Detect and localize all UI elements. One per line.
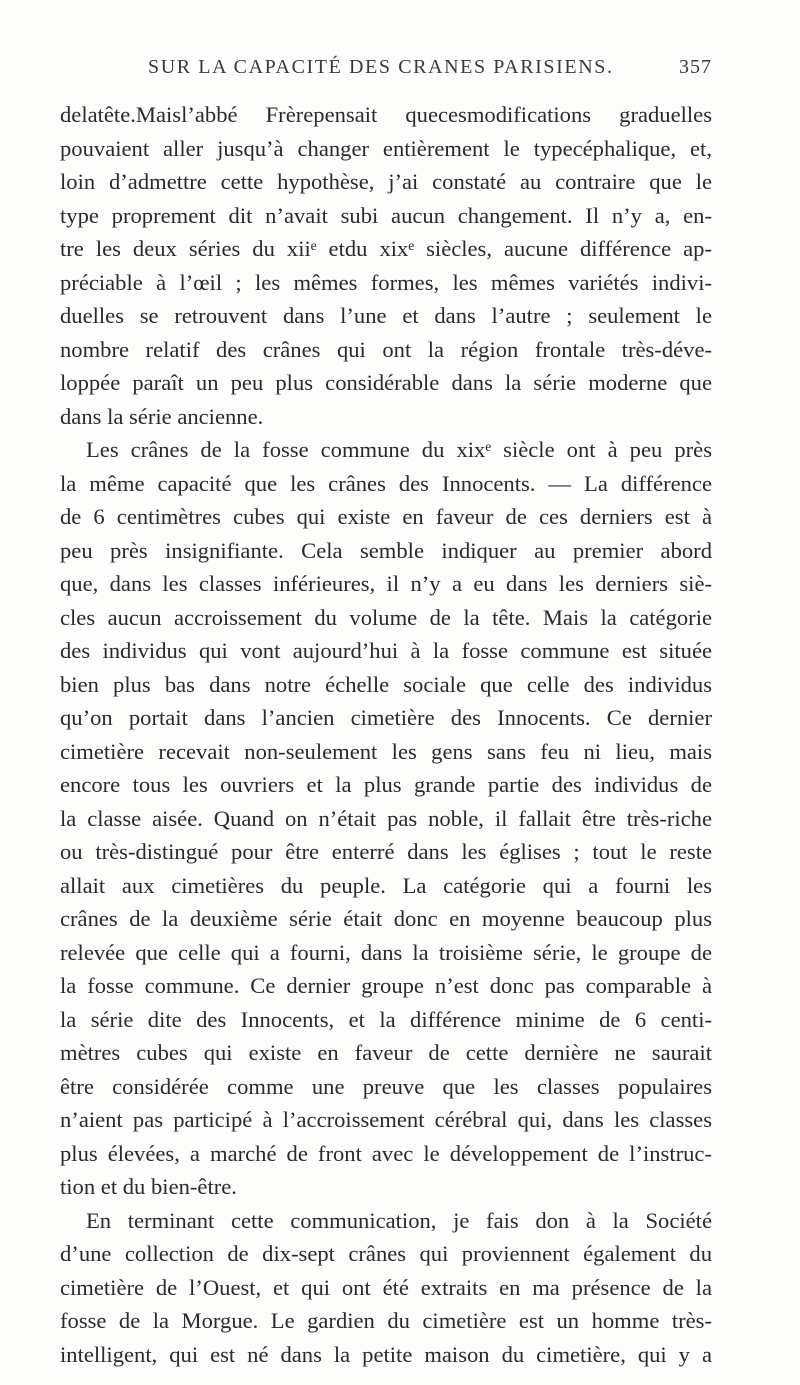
text-line: être considérée comme une preuve que les classes populaires <box>60 1073 712 1099</box>
text-line: des individus qui vont aujourd’hui à la fosse commune est située <box>60 638 712 663</box>
text-line: d’une collection de dix-sept crânes qui proviennent également du <box>60 1241 712 1266</box>
text-line: peu près insignifiante. Cela semble indiquer au premier abord <box>60 537 712 563</box>
text-line: tre les deux séries du xiiᵉ etdu xixᵉ siècles, aucune différence ap- <box>60 236 712 261</box>
text-line: cles aucun accroissement du volume de la tête. Mais la catégorie <box>60 604 712 630</box>
text-line: cimetière recevait non-seulement les gens sans feu ni lieu, mais <box>60 738 712 764</box>
text-line: ou très-distingué pour être enterré dans les églises ; tout le reste <box>60 839 712 864</box>
text-line: n’aient pas participé à l’accroissement cérébral qui, dans les classes <box>60 1107 712 1132</box>
text-line: cimetière de l’Ouest, et qui ont été extraits en ma présence de la <box>60 1274 712 1300</box>
running-title: SUR LA CAPACITÉ DES CRANES PARISIENS. <box>148 56 614 78</box>
text-line: encore tous les ouvriers et la plus grande partie des individus de <box>60 772 712 797</box>
body-text <box>60 98 712 1371</box>
text-line: que, dans les classes inférieures, il n’y a eu dans les derniers siè- <box>60 571 712 596</box>
text-line: relevée que celle qui a fourni, dans la troisième série, le groupe de <box>60 939 712 965</box>
text-line: la fosse commune. Ce dernier groupe n’est donc pas comparable à <box>60 973 712 998</box>
text-line: dans la série ancienne. <box>60 403 264 429</box>
text-line: crânes de la deuxième série était donc en moyenne beaucoup plus <box>60 906 712 931</box>
text-line: duelles se retrouvent dans l’une et dans l’autre ; seulement le <box>60 303 712 328</box>
text-line: allait aux cimetières du peuple. La catégorie qui a fourni les <box>60 872 712 898</box>
text-line: mètres cubes qui existe en faveur de cette dernière ne saurait <box>60 1040 712 1065</box>
text-line: En terminant cette communication, je fais don à la Société <box>86 1207 712 1233</box>
text-line: la même capacité que les crânes des Innocents. — La différence <box>60 470 712 496</box>
text-line: préciable à l’œil ; les mêmes formes, les mêmes variétés indivi- <box>60 269 712 295</box>
text-line: nombre relatif des crânes qui ont la région frontale très-déve- <box>60 336 712 362</box>
text-line: qu’on portait dans l’ancien cimetière des Innocents. Ce dernier <box>60 705 712 730</box>
text-line: Les crânes de la fosse commune du xixᵉ siècle ont à peu près <box>86 437 712 462</box>
text-line: intelligent, qui est né dans la petite maison du cimetière, qui y a <box>60 1341 712 1367</box>
text-line: la série dite des Innocents, et la différence minime de 6 centi- <box>60 1006 712 1032</box>
text-line: loppée paraît un peu plus considérable dans la série moderne que <box>60 370 712 395</box>
text-line: loin d’admettre cette hypothèse, j’ai constaté au contraire que le <box>60 169 712 194</box>
text-line: delatête.Maisl’abbé Frèrepensait quecesmodifications graduelles <box>60 102 712 127</box>
text-line: bien plus bas dans notre échelle sociale que celle des individus <box>60 671 712 697</box>
text-line: la classe aisée. Quand on n’était pas noble, il fallait être très-riche <box>60 805 712 831</box>
text-line: type proprement dit n’avait subi aucun changement. Il n’y a, en- <box>60 202 712 228</box>
page-number: 357 <box>679 56 712 78</box>
text-line: fosse de la Morgue. Le gardien du cimetière est un homme très- <box>60 1308 712 1333</box>
text-line: pouvaient aller jusqu’à changer entièrement le typecéphalique, et, <box>60 135 712 161</box>
text-line: tion et du bien-être. <box>60 1174 237 1199</box>
running-head <box>60 56 710 86</box>
text-line: plus élevées, a marché de front avec le développement de l’instruc- <box>60 1140 712 1166</box>
text-line: de 6 centimètres cubes qui existe en faveur de ces derniers est à <box>60 504 712 529</box>
